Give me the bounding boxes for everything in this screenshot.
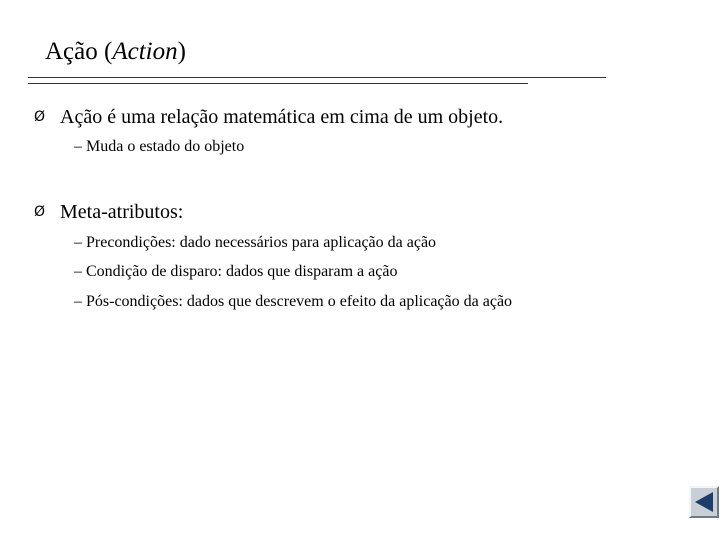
bullet-text: Meta-atributos: <box>60 201 184 223</box>
slide-title <box>45 36 186 68</box>
sub-bullet-item: – Precondições: dado necessários para aplicação da ação <box>74 234 437 251</box>
sub-bullet-item: – Condição de disparo: dados que disparam a ação <box>74 263 398 280</box>
slide-title-italic: Action <box>112 38 178 65</box>
slide-title-suffix: ) <box>177 38 186 65</box>
title-divider-top <box>28 77 606 78</box>
slide-title-prefix: Ação ( <box>45 38 113 65</box>
sub-bullet-item: – Muda o estado do objeto <box>74 138 245 155</box>
title-divider-bottom <box>28 83 528 84</box>
arrow-bullet-icon: Ø <box>34 109 46 125</box>
bullet-text: Ação é uma relação matemática em cima de um objeto. <box>60 106 504 128</box>
previous-slide-button[interactable] <box>689 486 719 518</box>
sub-bullet-item: – Pós-condições: dados que descrevem o efeito da aplicação da ação <box>74 293 513 310</box>
triangle-left-icon <box>693 490 715 514</box>
arrow-bullet-icon: Ø <box>34 204 46 220</box>
